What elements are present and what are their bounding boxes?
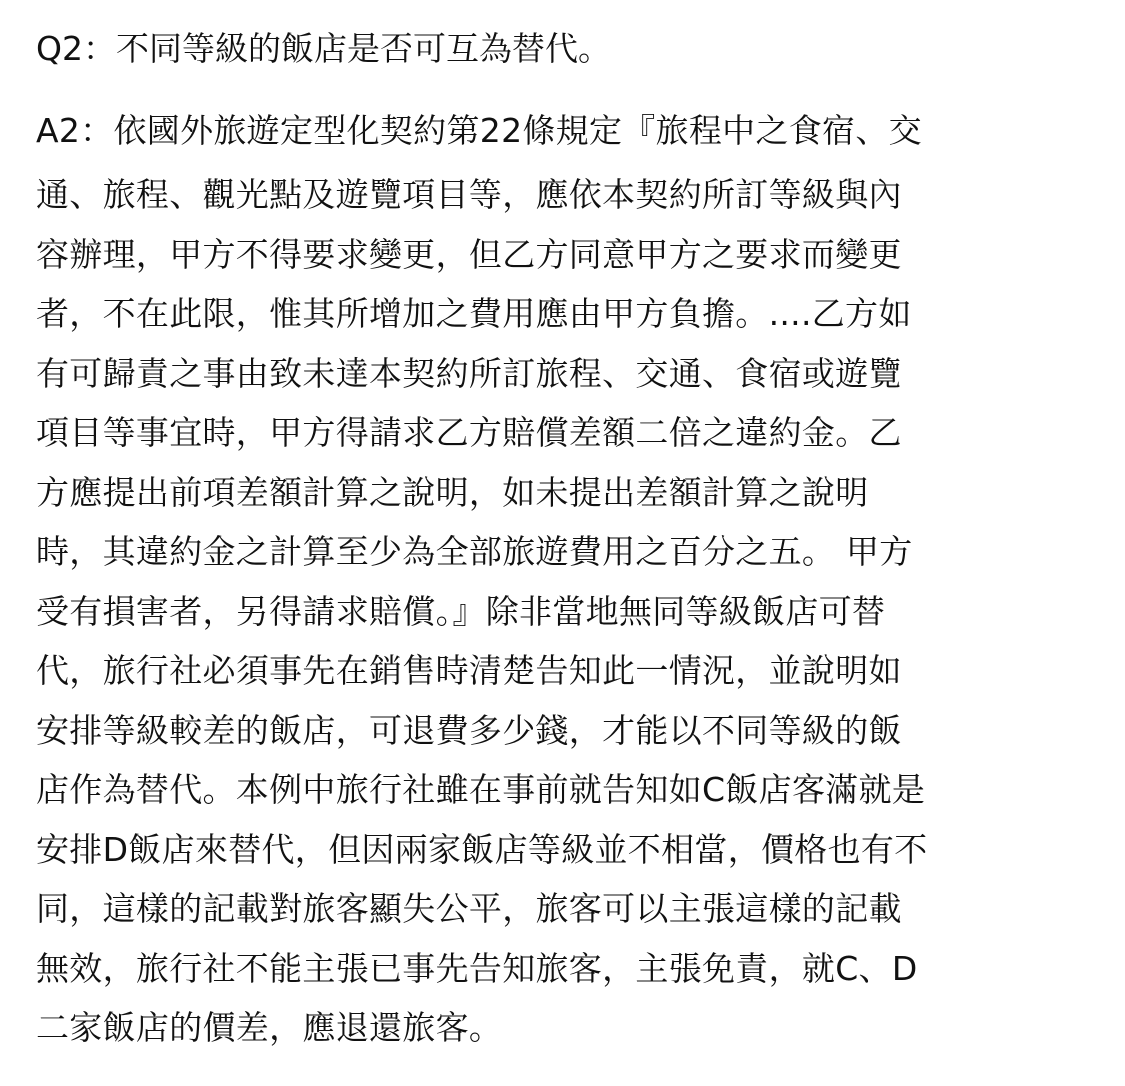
answer-line-16: 二家飯店的價差，應退還旅客。	[36, 1008, 503, 1047]
answer-line-11: 安排等級較差的飯店，可退費多少錢，才能以不同等級的飯	[36, 711, 902, 750]
answer-line-12: 店作為替代。本例中旅行社雖在事前就告知如C飯店客滿就是	[36, 770, 926, 809]
answer-line-1: A2：依國外旅遊定型化契約第22條規定『旅程中之食宿、交	[36, 111, 922, 150]
answer-line-6: 項目等事宜時，甲方得請求乙方賠償差額二倍之違約金。乙	[36, 413, 902, 452]
answer-line-7: 方應提出前項差額計算之說明，如未提出差額計算之說明	[36, 473, 869, 512]
answer-line-8: 時，其違約金之計算至少為全部旅遊費用之百分之五。 甲方	[36, 532, 913, 571]
answer-line-4: 者，不在此限，惟其所增加之費用應由甲方負擔。....乙方如	[36, 294, 912, 333]
answer-line-5: 有可歸責之事由致未達本契約所訂旅程、交通、食宿或遊覽	[36, 354, 902, 393]
answer-line-3: 容辦理，甲方不得要求變更，但乙方同意甲方之要求而變更	[36, 235, 902, 274]
answer-line-9: 受有損害者，另得請求賠償。』除非當地無同等級飯店可替	[36, 592, 886, 631]
answer-line-15: 無效，旅行社不能主張已事先告知旅客，主張免責，就C、D	[36, 949, 918, 988]
answer-line-10: 代，旅行社必須事先在銷售時清楚告知此一情況，並說明如	[36, 651, 902, 690]
answer-line-2: 通、旅程、觀光點及遊覽項目等，應依本契約所訂等級與內	[36, 175, 902, 214]
answer-line-14: 同，這樣的記載對旅客顯失公平，旅客可以主張這樣的記載	[36, 889, 902, 928]
answer-line-13: 安排D飯店來替代，但因兩家飯店等級並不相當，價格也有不	[36, 830, 928, 869]
question-line: Q2：不同等級的飯店是否可互為替代。	[36, 29, 611, 68]
